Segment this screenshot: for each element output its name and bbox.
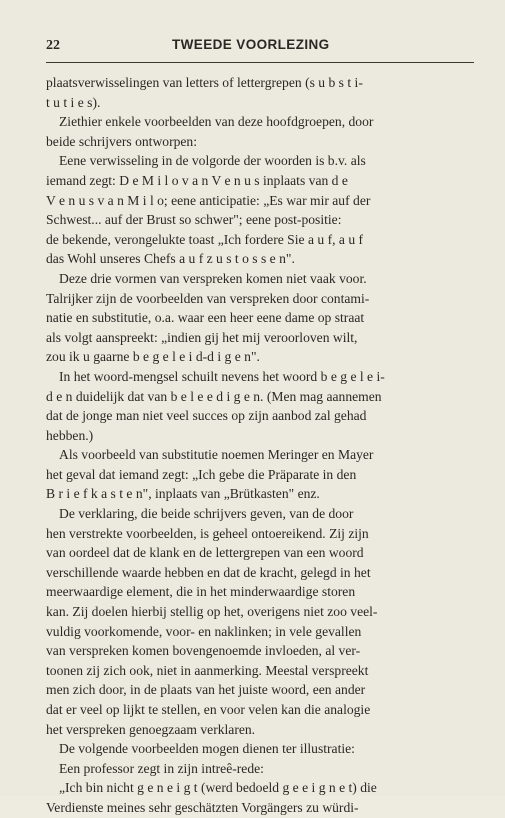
text-line: de bekende, verongelukte toast „Ich fordere Sie a u f, a u f	[46, 231, 364, 247]
text-line: zou ik u gaarne b e g e l e i d-d i g e n".	[46, 349, 260, 365]
text-line: B r i e f k a s t e n", inplaats van „Brütkasten" enz.	[46, 486, 320, 502]
text-line: van verspreken komen bovengenoemde invloeden, al ver-	[46, 643, 361, 659]
text-line: men zich door, in de plaats van het juiste woord, een ander	[46, 682, 366, 698]
text-line: hen verstrekte voorbeelden, is geheel ontoereikend. Zij zijn	[46, 525, 369, 541]
text-line: Een professor zegt in zijn intreê-rede:	[59, 760, 264, 776]
text-line: Ziethier enkele voorbeelden van deze hoofdgroepen, door	[59, 114, 374, 130]
text-line: dat er veel op lijkt te stellen, en voor velen kan die analogie	[46, 702, 371, 717]
text-line: toonen zij zich ook, niet in aanmerking. Meestal verspreekt	[46, 662, 369, 678]
text-line: beide schrijvers ontworpen:	[46, 133, 197, 149]
text-line: Deze drie vormen van verspreken komen niet vaak voor.	[59, 270, 367, 286]
text-line: d e n duidelijk dat van b e l e e d i g e n. (Men mag aannemen	[46, 388, 382, 404]
text-line: iemand zegt: D e M i l o v a n V e n u s inplaats van d e	[46, 172, 348, 188]
text-line: van oordeel dat de klank en de lettergrepen van een woord	[46, 545, 364, 561]
text-line: meerwaardige element, die in het minderwaardige storen	[46, 584, 356, 600]
text-line: het geval dat iemand zegt: „Ich gebe die Präparate in den	[46, 466, 357, 482]
text-line: Schwest... auf der Brust so schwer"; eene post-positie:	[46, 212, 342, 228]
text-line: Verdienste meines sehr geschätzten Vorgängers zu würdi-	[46, 799, 359, 815]
running-head: TWEEDE VOORLEZING	[172, 37, 330, 52]
text-line: t u t i e s).	[46, 94, 101, 110]
text-line: natie en substitutie, o.a. waar een heer eene dame op straat	[46, 310, 365, 326]
header-rule	[46, 62, 474, 63]
text-line: Eene verwisseling in de volgorde der woorden is b.v. als	[59, 153, 366, 169]
text-line: De volgende voorbeelden mogen dienen ter illustratie:	[59, 741, 355, 757]
text-line: plaatsverwisselingen van letters of lettergrepen (s u b s t i-	[46, 75, 363, 90]
text-line: kan. Zij doelen hierbij stellig op het, overigens niet zoo veel-	[46, 604, 378, 620]
body-text	[46, 73, 476, 818]
text-line: dat de jonge man niet veel succes op zijn aanbod zal gehad	[46, 408, 367, 424]
text-line: das Wohl unseres Chefs a u f z u s t o s s e n".	[46, 251, 295, 267]
text-line: hebben.)	[46, 427, 94, 443]
text-line: Talrijker zijn de voorbeelden van verspreken door contami-	[46, 290, 370, 306]
page-header	[46, 34, 474, 56]
text-line: verschillende waarde hebben en dat de kracht, gelegd in het	[46, 564, 371, 580]
text-line: V e n u s v a n M i l o; eene anticipatie: „Es war mir auf der	[46, 192, 371, 208]
text-line: vuldig voorkomende, voor- en naklinken; in vele gevallen	[46, 623, 362, 639]
text-line: „Ich bin nicht g e n e i g t (werd bedoeld g e e i g n e t) die	[59, 780, 377, 796]
text-line: als volgt aanspreekt: „indien gij het mij veroorloven wilt,	[46, 329, 358, 345]
text-line: De verklaring, die beide schrijvers geven, van de door	[59, 506, 354, 522]
text-line: het verspreken genoegzaam verklaren.	[46, 721, 256, 737]
page-number: 22	[46, 38, 60, 53]
text-line: In het woord-mengsel schuilt nevens het woord b e g e l e i-	[59, 368, 385, 384]
text-line: Als voorbeeld van substitutie noemen Meringer en Mayer	[59, 447, 374, 463]
